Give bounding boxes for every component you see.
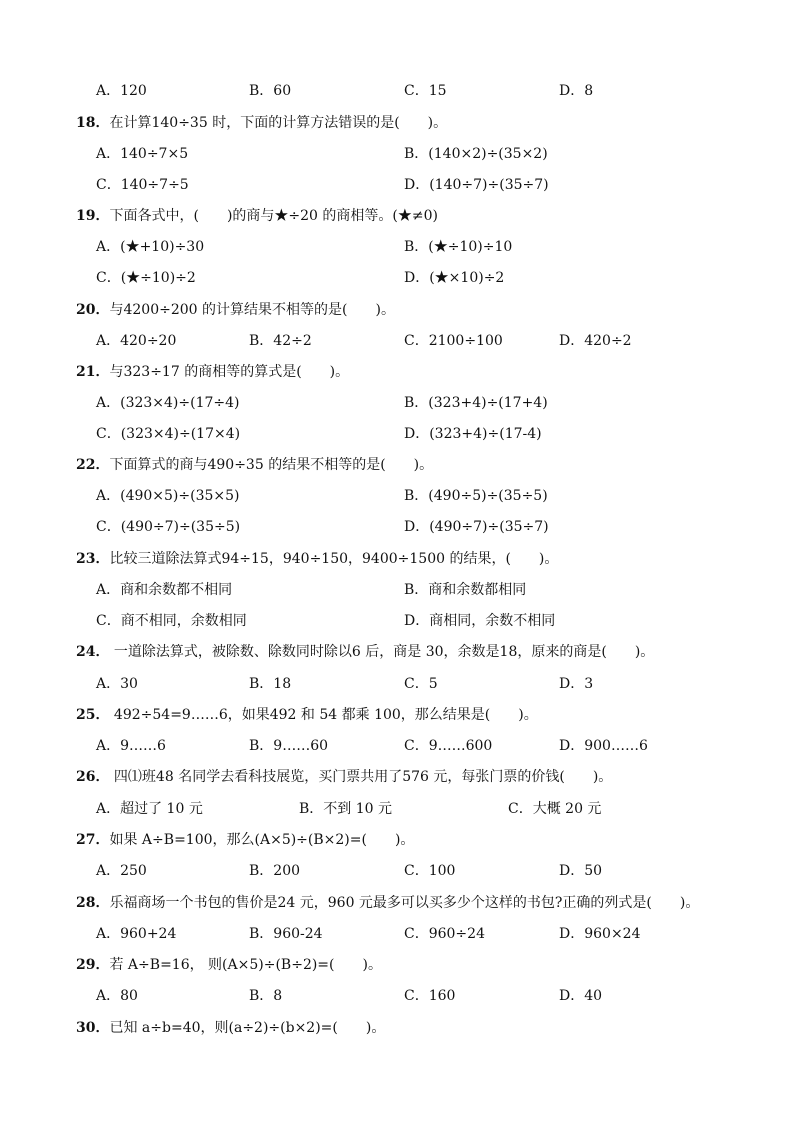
option-row [0,578,794,602]
question-number: 28． [76,895,110,911]
option-c: C．5 [404,676,438,692]
option-row [0,391,794,415]
option-b: B．60 [249,83,292,99]
question-20 [76,298,786,322]
option-a: A．250 [96,863,147,879]
option-b: B．960-24 [249,926,323,942]
option-c: C．2100÷100 [404,333,503,349]
option-c: C．大概 20 元 [508,801,602,817]
option-row [0,672,794,696]
option-a: A．(★+10)÷30 [96,239,205,255]
option-a: A．(323×4)÷(17÷4) [96,395,240,411]
option-row [0,422,794,446]
question-number: 19． [76,208,110,224]
option-row [0,859,794,883]
option-a: A．960+24 [96,926,177,942]
option-d: D．900……6 [559,738,648,754]
question-number: 30． [76,1020,110,1036]
option-c: C．(323×4)÷(17×4) [96,426,241,442]
option-row [0,142,794,166]
question-18 [76,111,786,135]
question-text: 乐福商场一个书包的售价是24 元，960 元最多可以买多少个这样的书包?正确的列式是( )。 [109,895,700,911]
question-number: 21． [76,364,110,380]
option-b: B．商和余数都相同 [404,582,527,598]
question-27 [76,828,786,852]
option-c: C．(★÷10)÷2 [96,270,196,286]
option-row [0,984,794,1008]
option-row [0,329,794,353]
option-row [0,266,794,290]
question-number: 25． [76,707,110,723]
option-b: B．8 [249,988,283,1004]
option-a: A．140÷7×5 [96,146,189,162]
option-d: D．960×24 [559,926,641,942]
option-row [0,797,794,821]
question-number: 22． [76,457,110,473]
option-a: A．(490×5)÷(35×5) [96,488,240,504]
question-number: 23． [76,551,110,567]
option-b: B．(140×2)÷(35×2) [404,146,548,162]
question-21 [76,360,786,384]
question-text: 在计算140÷35 时，下面的计算方法错误的是( )。 [109,115,448,131]
question-number: 18． [76,115,110,131]
option-d: D．商相同，余数不相同 [404,613,556,629]
option-row [0,922,794,946]
option-b: B．9……60 [249,738,329,754]
option-row [0,609,794,633]
question-number: 20． [76,302,110,318]
question-text: 与4200÷200 的计算结果不相等的是( )。 [109,302,395,318]
option-c: C．160 [404,988,456,1004]
option-d: D．3 [559,676,594,692]
option-row [0,515,794,539]
question-29 [76,953,786,977]
option-row [0,734,794,758]
option-a: A．9……6 [96,738,166,754]
option-d: D．(140÷7)÷(35÷7) [404,177,549,193]
option-c: C．960÷24 [404,926,485,942]
option-c: C．商不相同，余数相同 [96,613,247,629]
question-text: 比较三道除法算式94÷15，940÷150，9400÷1500 的结果，( )。 [109,551,559,567]
option-c: C．140÷7÷5 [96,177,189,193]
option-row [0,484,794,508]
option-a: A．420÷20 [96,333,177,349]
question-number: 26． [76,769,110,785]
option-row [0,79,794,103]
option-b: B．(323+4)÷(17+4) [404,395,548,411]
option-d: D．(★×10)÷2 [404,270,505,286]
option-d: D．8 [559,83,594,99]
question-24 [76,640,786,664]
question-number: 27． [76,832,110,848]
option-c: C．15 [404,83,447,99]
question-text: 下面各式中，( )的商与★÷20 的商相等。(★≠0) [109,208,438,224]
question-28 [76,891,786,915]
option-d: D．40 [559,988,603,1004]
option-a: A．商和余数都不相同 [96,582,233,598]
question-number: 24． [76,644,110,660]
question-25 [76,703,786,727]
question-30 [76,1016,786,1040]
option-d: D．420÷2 [559,333,632,349]
question-text: 下面算式的商与490÷35 的结果不相等的是( )。 [109,457,434,473]
option-d: D．(490÷7)÷(35÷7) [404,519,549,535]
option-a: A．超过了 10 元 [96,801,203,817]
option-c: C．100 [404,863,456,879]
question-23 [76,547,786,571]
question-text: 四⑴班48 名同学去看科技展览，买门票共用了576 元，每张门票的价钱( )。 [109,769,613,785]
question-19 [76,204,786,228]
option-a: A．120 [96,83,147,99]
question-26 [76,765,786,789]
question-text: 若 A÷B=16， 则(A×5)÷(B÷2)=( )。 [109,957,382,973]
option-d: D．50 [559,863,603,879]
option-b: B．18 [249,676,292,692]
option-b: B．(490÷5)÷(35÷5) [404,488,548,504]
question-text: 一道除法算式，被除数、除数同时除以6 后，商是 30，余数是18，原来的商是( )。 [109,644,655,660]
question-text: 如果 A÷B=100，那么(A×5)÷(B×2)=( )。 [109,832,415,848]
option-b: B．不到 10 元 [299,801,393,817]
question-22 [76,453,786,477]
option-d: D．(323+4)÷(17-4) [404,426,542,442]
option-b: B．42÷2 [249,333,312,349]
option-c: C．(490÷7)÷(35÷5) [96,519,241,535]
question-number: 29． [76,957,110,973]
option-row [0,235,794,259]
option-b: B．200 [249,863,301,879]
option-a: A．30 [96,676,138,692]
option-row [0,173,794,197]
question-text: 492÷54=9……6，如果492 和 54 都乘 100，那么结果是( )。 [109,707,538,723]
option-b: B．(★÷10)÷10 [404,239,513,255]
option-a: A．80 [96,988,138,1004]
question-text: 与323÷17 的商相等的算式是( )。 [109,364,350,380]
question-text: 已知 a÷b=40，则(a÷2)÷(b×2)=( )。 [109,1020,386,1036]
option-c: C．9……600 [404,738,493,754]
